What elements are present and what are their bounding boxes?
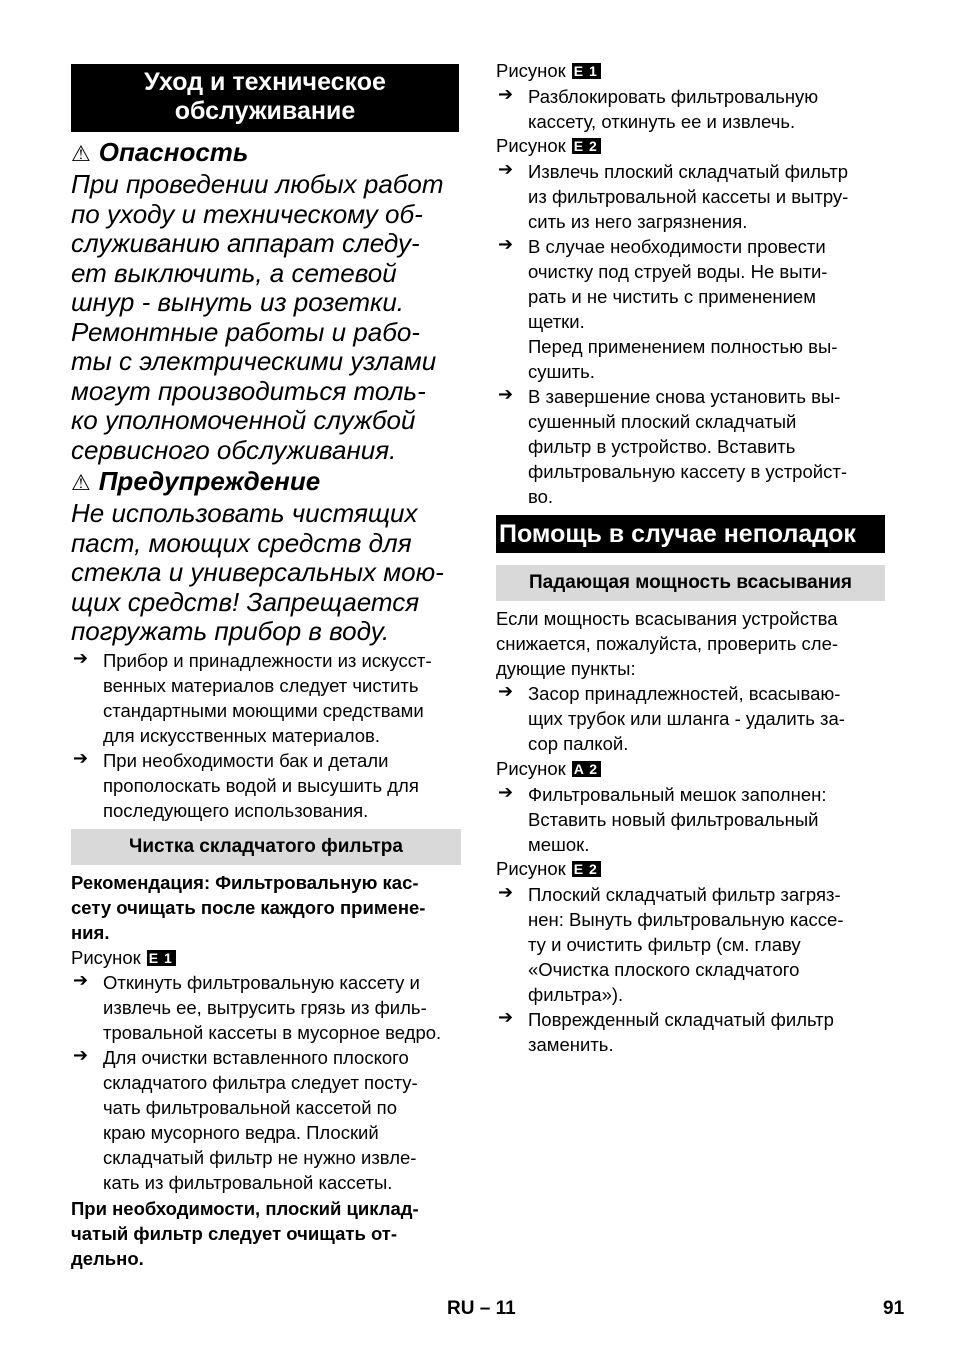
subsection-title-suction-power: Падающая мощность всасывания [496,565,885,601]
recommendation-text: Рекомендация: Фильтровальную кас- сету очищать после каждого примене- ния. [71,872,426,943]
unlock-bullet-list [496,84,891,134]
arrow-right-icon: ➔ [498,84,514,104]
filter-bullet-list [71,970,466,1195]
figure-badge: E 1 [572,63,601,79]
warning-title: ⚠ Предупреждение [71,466,321,496]
dirty-filter-bullet-list [496,882,891,1057]
list-item: ➔ В случае необходимости провести очистку под струей воды. Не выти- рать и не чистить с применением щетки. Перед применением полностью вы- сушить. [498,234,838,382]
arrow-right-icon: ➔ [498,234,514,254]
subsection-title-filter-cleaning: Чистка складчатого фильтра [71,829,461,865]
list-item: ➔ Разблокировать фильтровальную кассету, откинуть ее и извлечь. [498,84,819,132]
care-bullet-list [71,648,466,823]
figure-ref-e2: Рисунок E 2 [496,856,601,881]
troubleshooting-intro: Если мощность всасывания устройства снижается, пожалуйста, проверить сле- дующие пункты: [496,608,839,679]
flat-filter-bullet-list [496,159,891,509]
section-title-maintenance: Уход и техническое обслуживание [71,64,459,132]
arrow-right-icon: ➔ [498,882,514,902]
list-item: ➔ Прибор и принадлежности из искусст- венных материалов следует чистить стандартными моющими средствами для искусственных материалов. [73,648,432,746]
arrow-right-icon: ➔ [73,648,89,668]
list-item: ➔ Для очистки вставленного плоского складчатого фильтра следует посту- чать фильтровальной кассетой по краю мусорного ведра. Плоский складчатый фильтр не нужно извле- кать из фильтровальной кассеты. [73,1045,418,1193]
figure-ref-e2: Рисунок E 2 [496,133,601,158]
page-number: 91 [883,1298,905,1319]
danger-title: ⚠ Опасность [71,137,249,167]
clog-bullet-list [496,681,891,756]
figure-badge: E 1 [147,950,176,966]
page-label: RU – 11 [447,1298,516,1319]
danger-text: При проведении любых работ по уходу и техническому об- служиванию аппарат следу- ет выключить, а сетевой шнур - вынуть из розетки. Ремонтные работы и рабо- ты с электрическими узлами могут производиться толь- ко уполномоченной службой сервисного обслуживания. [71,169,444,465]
list-item: ➔ При необходимости бак и детали прополоскать водой и высушить для последующего использования. [73,748,419,821]
figure-ref-a2: Рисунок A 2 [496,756,601,781]
arrow-right-icon: ➔ [498,782,514,802]
list-item: ➔ Откинуть фильтровальную кассету и извлечь ее, вытрусить грязь из филь- тровальной кассеты в мусорное ведро. [73,970,442,1043]
warning-triangle-icon: ⚠ [71,141,91,166]
arrow-right-icon: ➔ [498,1007,514,1027]
figure-badge: A 2 [572,761,601,777]
separate-cleaning-note: При необходимости, плоский циклад- чатый фильтр следует очищать от- дельно. [71,1198,419,1269]
figure-ref-e1: Рисунок E 1 [71,945,176,970]
list-item: ➔ Засор принадлежностей, всасываю- щих трубок или шланга - удалить за- сор палкой. [498,681,845,754]
figure-badge: E 2 [572,138,601,154]
figure-ref-e1: Рисунок E 1 [496,58,601,83]
arrow-right-icon: ➔ [498,159,514,179]
arrow-right-icon: ➔ [498,681,514,701]
section-title-troubleshooting: Помощь в случае неполадок [496,515,885,553]
list-item: ➔ Фильтровальный мешок заполнен: Вставить новый фильтровальный мешок. [498,782,827,855]
arrow-right-icon: ➔ [73,1045,89,1065]
list-item: ➔ Извлечь плоский складчатый фильтр из фильтровальной кассеты и вытру- сить из него загрязнения. [498,159,849,232]
bag-bullet-list [496,782,891,857]
warning-text: Не использовать чистящих паст, моющих средств для стекла и универсальных мою- щих средств! Запрещается погружать прибор в воду. [71,498,444,646]
arrow-right-icon: ➔ [498,384,514,404]
warning-triangle-icon: ⚠ [71,470,91,495]
list-item: ➔ В завершение снова установить вы- сушенный плоский складчатый фильтр в устройство. Вставить фильтровальную кассету в устройст- во. [498,384,847,507]
arrow-right-icon: ➔ [73,748,89,768]
arrow-right-icon: ➔ [73,970,89,990]
list-item: ➔ Поврежденный складчатый фильтр заменить. [498,1007,834,1055]
figure-badge: E 2 [572,861,601,877]
list-item: ➔ Плоский складчатый фильтр загряз- нен: Вынуть фильтровальную кассе- ту и очистить фильтр (см. главу «Очистка плоского складчатого фильтра»). [498,882,844,1005]
